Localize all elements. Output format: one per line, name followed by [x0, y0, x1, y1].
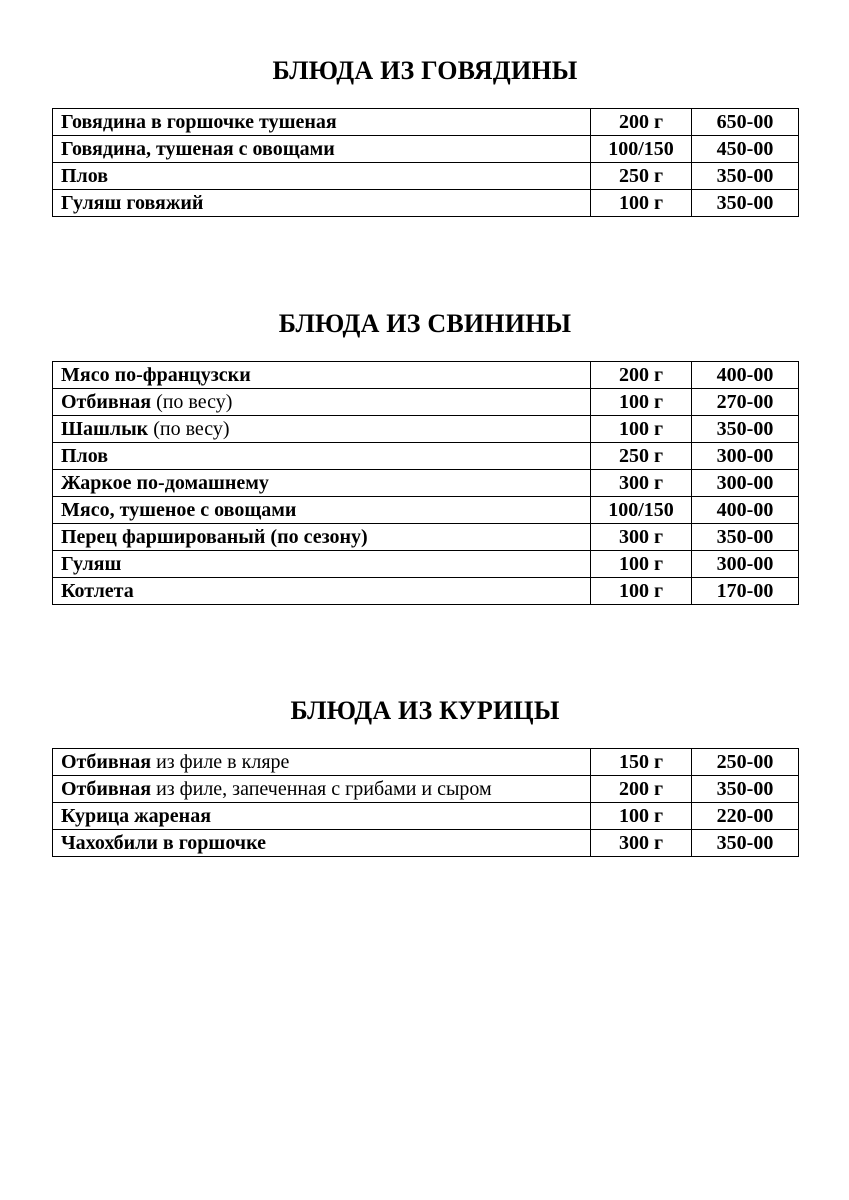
- menu-row: [53, 803, 799, 830]
- menu-row: [53, 551, 799, 578]
- section-pork: [52, 309, 798, 605]
- menu-row: [53, 443, 799, 470]
- dish-name-main: Мясо, тушеное с овощами: [61, 499, 297, 521]
- section-title: БЛЮДА ИЗ ГОВЯДИНЫ: [272, 56, 578, 85]
- section-title: БЛЮДА ИЗ СВИНИНЫ: [278, 309, 572, 338]
- dish-weight: 200 г: [591, 362, 692, 389]
- dish-name: [53, 136, 591, 163]
- dish-name-note: из филе, запеченная с грибами и сыром: [151, 778, 492, 800]
- menu-row: [53, 136, 799, 163]
- dish-name: [53, 416, 591, 443]
- dish-name: [53, 163, 591, 190]
- menu-table: [52, 748, 799, 857]
- menu-table: [52, 108, 799, 217]
- dish-name-main: Шашлык: [61, 418, 149, 440]
- dish-weight: 100 г: [591, 578, 692, 605]
- dish-price: 300-00: [692, 551, 799, 578]
- dish-name: [53, 803, 591, 830]
- menu-row: [53, 497, 799, 524]
- dish-price: 350-00: [692, 163, 799, 190]
- menu-row: [53, 524, 799, 551]
- dish-name: [53, 443, 591, 470]
- dish-name-main: Курица жареная: [61, 805, 212, 827]
- menu-row: [53, 830, 799, 857]
- dish-weight: 300 г: [591, 830, 692, 857]
- dish-weight: 250 г: [591, 163, 692, 190]
- dish-name-main: Гуляш: [61, 553, 122, 575]
- dish-price: 450-00: [692, 136, 799, 163]
- dish-name-main: Отбивная: [61, 391, 152, 413]
- menu-row: [53, 190, 799, 217]
- dish-name-main: Котлета: [61, 580, 134, 602]
- menu-row: [53, 578, 799, 605]
- dish-name-main: Говядина в горшочке тушеная: [61, 111, 337, 133]
- dish-name-main: Плов: [61, 165, 109, 187]
- dish-price: 400-00: [692, 497, 799, 524]
- dish-price: 170-00: [692, 578, 799, 605]
- dish-name: [53, 578, 591, 605]
- dish-name: [53, 830, 591, 857]
- menu-row: [53, 776, 799, 803]
- dish-name: [53, 776, 591, 803]
- dish-price: 220-00: [692, 803, 799, 830]
- dish-name-note: (по весу): [148, 418, 230, 440]
- dish-weight: 100 г: [591, 389, 692, 416]
- dish-price: 350-00: [692, 776, 799, 803]
- dish-name-main: Плов: [61, 445, 109, 467]
- dish-name: [53, 749, 591, 776]
- dish-price: 270-00: [692, 389, 799, 416]
- dish-name-main: Отбивная: [61, 778, 152, 800]
- dish-weight: 200 г: [591, 776, 692, 803]
- menu-table: [52, 361, 799, 605]
- dish-weight: 250 г: [591, 443, 692, 470]
- dish-price: 250-00: [692, 749, 799, 776]
- menu-row: [53, 109, 799, 136]
- menu-row: [53, 163, 799, 190]
- dish-price: 400-00: [692, 362, 799, 389]
- dish-price: 350-00: [692, 416, 799, 443]
- dish-name-main: Гуляш говяжий: [61, 192, 204, 214]
- dish-price: 350-00: [692, 830, 799, 857]
- dish-name: [53, 524, 591, 551]
- section-title: БЛЮДА ИЗ КУРИЦЫ: [290, 696, 560, 725]
- dish-price: 650-00: [692, 109, 799, 136]
- dish-name-main: Перец фаршированый (по сезону): [61, 526, 368, 548]
- dish-price: 300-00: [692, 443, 799, 470]
- dish-weight: 300 г: [591, 524, 692, 551]
- dish-name-note: из филе в кляре: [151, 751, 290, 773]
- dish-name: [53, 497, 591, 524]
- dish-name-main: Отбивная: [61, 751, 152, 773]
- dish-weight: 100 г: [591, 803, 692, 830]
- dish-weight: 100 г: [591, 416, 692, 443]
- dish-weight: 300 г: [591, 470, 692, 497]
- menu-row: [53, 470, 799, 497]
- dish-name-main: Мясо по-французски: [61, 364, 251, 386]
- dish-price: 350-00: [692, 190, 799, 217]
- dish-weight: 100/150: [591, 497, 692, 524]
- section-beef: [52, 56, 798, 217]
- dish-weight: 200 г: [591, 109, 692, 136]
- dish-name-note: (по весу): [151, 391, 233, 413]
- dish-weight: 100/150: [591, 136, 692, 163]
- dish-weight: 100 г: [591, 190, 692, 217]
- menu-row: [53, 362, 799, 389]
- menu-row: [53, 389, 799, 416]
- dish-name-main: Жаркое по-домашнему: [61, 472, 269, 494]
- dish-price: 300-00: [692, 470, 799, 497]
- dish-name-main: Говядина, тушеная с овощами: [61, 138, 335, 160]
- dish-weight: 150 г: [591, 749, 692, 776]
- dish-name-main: Чахохбили в горшочке: [61, 832, 266, 854]
- dish-name: [53, 551, 591, 578]
- dish-name: [53, 362, 591, 389]
- dish-name: [53, 389, 591, 416]
- section-chicken: [52, 696, 798, 857]
- dish-name: [53, 190, 591, 217]
- menu-row: [53, 416, 799, 443]
- dish-name: [53, 470, 591, 497]
- menu-row: [53, 749, 799, 776]
- dish-price: 350-00: [692, 524, 799, 551]
- dish-name: [53, 109, 591, 136]
- dish-weight: 100 г: [591, 551, 692, 578]
